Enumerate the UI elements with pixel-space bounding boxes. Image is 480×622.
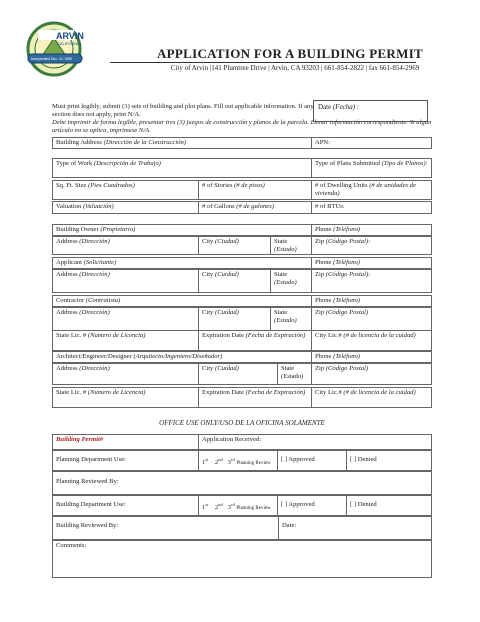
- applicant-city-label: City: [202, 271, 214, 278]
- building-reviewed-by-label: Building Reviewed By:: [56, 522, 119, 529]
- type-of-plans-label: Type of Plans Submitted: [315, 160, 380, 167]
- building-review-1[interactable]: [202, 504, 208, 511]
- date-label-es: (Fecha): [332, 103, 356, 111]
- comments-label: Comments:: [56, 542, 87, 549]
- architect-phone-field[interactable]: [311, 351, 432, 363]
- architect-city-field[interactable]: [198, 363, 278, 385]
- applicant-phone-label-es: (Teléfono): [333, 259, 361, 266]
- owner-city-field[interactable]: [198, 236, 271, 255]
- contractor-address-label-es: (Dirección): [79, 309, 110, 316]
- building-review-1-num: 1: [202, 504, 206, 512]
- building-review-label: Planning Review: [236, 506, 271, 512]
- owner-zip-label: Zip: [315, 238, 325, 245]
- architect-state-lic-field[interactable]: [52, 387, 199, 408]
- architect-address-label-es: (Dirección): [79, 365, 110, 372]
- building-permit-number-field[interactable]: [52, 434, 199, 450]
- architect-phone-label-es: (Teléfono): [333, 353, 361, 360]
- planning-review-1[interactable]: [202, 459, 208, 466]
- architect-state-field[interactable]: [277, 363, 312, 385]
- owner-state-field[interactable]: [270, 236, 312, 255]
- building-review-1-sup: st: [205, 502, 209, 507]
- date-label: Date: [318, 103, 332, 111]
- sq-ft-label-es: (Pies Cuadrados): [88, 182, 135, 189]
- office-use-heading: OFFICE USE ONLY/USO DE LA OFICINA SOLAMENTE: [159, 419, 325, 427]
- planning-review-3[interactable]: [228, 459, 235, 466]
- building-address-label: Building Address: [56, 139, 102, 146]
- planning-review-3-sup: rd: [230, 457, 235, 462]
- contractor-state-lic-label: State Lic. #: [56, 332, 87, 339]
- building-review-date-field[interactable]: [278, 516, 432, 540]
- owner-state-label-es: (Estado): [274, 246, 297, 253]
- contractor-city-field[interactable]: [198, 307, 271, 331]
- owner-field[interactable]: [52, 224, 312, 236]
- planning-review-2-sup: nd: [218, 457, 223, 462]
- building-address-label-es: (Dirección de la Construcción): [103, 139, 186, 146]
- architect-city-lic-label-es: (# de licencia de la cuidad): [343, 389, 416, 396]
- architect-address-field[interactable]: [52, 363, 199, 385]
- architect-state-lic-label-es: (Numero de Licencia): [87, 389, 146, 396]
- type-of-plans-field[interactable]: [311, 158, 432, 178]
- contractor-state-lic-label-es: (Numero de Licencia): [87, 332, 146, 339]
- contractor-city-lic-label: City Lic.#: [315, 332, 342, 339]
- applicant-zip-label-es: (Código Postal):: [325, 271, 371, 278]
- applicant-phone-field[interactable]: [311, 257, 432, 269]
- architect-label-es: (Arquitecto/Ingeniero/Diseñador): [133, 353, 223, 360]
- owner-phone-label-es: (Teléfono): [333, 226, 361, 233]
- application-received-field[interactable]: [198, 434, 432, 450]
- seal-ribbon: Incorporated Dec. 22, 1960: [31, 57, 73, 61]
- seal-title: ARVIN: [56, 31, 84, 41]
- planning-review-2-num: 2: [214, 459, 219, 467]
- gallons-label: # of Gallons: [202, 203, 235, 210]
- date-label-suffix: :: [356, 103, 359, 111]
- contractor-phone-label-es: (Teléfono): [333, 297, 361, 304]
- building-denied-label: [ ] Denied: [350, 501, 377, 508]
- contractor-phone-label: Phone: [315, 297, 332, 304]
- architect-city-label-es: (Cuidad): [215, 365, 239, 372]
- contractor-field[interactable]: [52, 295, 312, 307]
- contractor-zip-label-es: (Código Postal): [325, 309, 369, 316]
- architect-city-lic-label: City Lic.#: [315, 389, 342, 396]
- building-review-2-sup: nd: [218, 502, 223, 507]
- architect-zip-label-es: (Código Postal): [325, 365, 369, 372]
- apn-label: APN:: [315, 139, 331, 146]
- applicant-state-field[interactable]: [270, 269, 312, 293]
- dwelling-units-field[interactable]: [311, 180, 432, 200]
- building-review-round[interactable]: [198, 495, 278, 516]
- applicant-label-es: (Solicitante): [83, 259, 117, 266]
- stories-label: # of Stories: [202, 182, 233, 189]
- btus-label: # of BTUs:: [315, 203, 345, 210]
- valuation-label-es: (Valuación): [82, 203, 114, 210]
- building-review-2-num: 2: [214, 504, 219, 512]
- owner-city-label: City: [202, 238, 214, 245]
- building-review-3-num: 3: [227, 504, 231, 512]
- architect-city-label: City: [202, 365, 214, 372]
- planning-approved-label: [ ] Approved: [281, 456, 315, 463]
- owner-address-label: Address: [56, 238, 78, 245]
- applicant-phone-label: Phone: [315, 259, 332, 266]
- owner-city-label-es: (Ciudad): [215, 238, 239, 245]
- dwelling-units-label: # of Dwelling Units: [315, 182, 368, 189]
- btus-field[interactable]: [311, 201, 432, 214]
- building-review-3[interactable]: [228, 504, 235, 511]
- planning-review-label: Planning Review: [236, 461, 271, 467]
- planning-denied-checkbox[interactable]: [346, 450, 432, 471]
- building-review-3-sup: rd: [230, 502, 235, 507]
- header-divider: [110, 62, 416, 63]
- owner-zip-field[interactable]: [311, 236, 432, 255]
- contractor-expiration-label: Expiration Date: [202, 332, 244, 339]
- contractor-expiration-field[interactable]: [198, 330, 312, 351]
- architect-state-label: State: [281, 365, 295, 372]
- owner-phone-label: Phone: [315, 226, 332, 233]
- contractor-city-lic-label-es: (# de licencia de la cuidad): [343, 332, 416, 339]
- form-title: APPLICATION FOR A BUILDING PERMIT: [156, 46, 424, 61]
- contractor-zip-label: Zip: [315, 309, 325, 316]
- type-of-work-label-es: (Descripción de Trabajo): [93, 160, 161, 167]
- contractor-state-lic-field[interactable]: [52, 330, 199, 351]
- planning-review-2[interactable]: [215, 459, 223, 466]
- owner-state-label: State: [274, 238, 288, 245]
- apn-field[interactable]: [311, 137, 432, 149]
- applicant-state-label: State: [274, 271, 288, 278]
- planning-review-3-num: 3: [227, 459, 231, 467]
- owner-zip-label-es: (Código Postal):: [325, 238, 371, 245]
- gallons-label-es: (# de galones): [236, 203, 274, 210]
- contractor-label-es: (Contratista): [85, 297, 121, 304]
- owner-address-label-es: (Dirección): [79, 238, 110, 245]
- instructions-spanish: Debe imprimir de forma legible, presentar tres (3) juegos de construcción y planos de la parcela. Llenar información correspondiente. Si algún artículo no se aplica, imprimese N/A.: [52, 119, 432, 135]
- architect-expiration-field[interactable]: [198, 387, 312, 408]
- architect-state-lic-label: State Lic. #: [56, 389, 87, 396]
- building-approved-checkbox[interactable]: [277, 495, 347, 516]
- architect-zip-label: Zip: [315, 365, 325, 372]
- architect-expiration-label-es: (Fecha de Expiración): [245, 389, 306, 396]
- contractor-city-lic-field[interactable]: [311, 330, 432, 351]
- building-address-field[interactable]: [52, 137, 312, 149]
- application-received-label: Application Received:: [202, 436, 262, 443]
- building-dept-use-label-cell: [52, 495, 199, 516]
- planning-denied-label: [ ] Denied: [350, 456, 377, 463]
- contractor-expiration-label-es: (Fecha de Expiración): [245, 332, 306, 339]
- sq-ft-field[interactable]: [52, 180, 199, 200]
- contractor-address-label: Address: [56, 309, 78, 316]
- applicant-zip-label: Zip: [315, 271, 325, 278]
- stories-field[interactable]: [198, 180, 312, 200]
- building-dept-use-label: Building Department Use:: [56, 501, 126, 508]
- owner-address-field[interactable]: [52, 236, 199, 255]
- owner-label: Building Owner: [56, 226, 99, 233]
- contractor-city-label-es: (Cuidad): [215, 309, 239, 316]
- contractor-label: Contractor: [56, 297, 85, 304]
- sq-ft-label: Sq. Ft. Size: [56, 182, 87, 189]
- architect-state-label-es: (Estado): [281, 373, 304, 380]
- city-seal-logo: [24, 16, 102, 78]
- applicant-address-field[interactable]: [52, 269, 199, 293]
- architect-phone-label: Phone: [315, 353, 332, 360]
- building-review-date-label: Date:: [282, 522, 297, 529]
- date-field[interactable]: [313, 100, 428, 122]
- applicant-label: Applicant: [56, 259, 83, 266]
- contractor-state-field[interactable]: [270, 307, 312, 331]
- contractor-state-label: State: [274, 309, 288, 316]
- contractor-phone-field[interactable]: [311, 295, 432, 307]
- applicant-city-field[interactable]: [198, 269, 271, 293]
- contractor-address-field[interactable]: [52, 307, 199, 331]
- planning-reviewed-by-field[interactable]: [52, 471, 432, 495]
- architect-expiration-label: Expiration Date: [202, 389, 244, 396]
- planning-reviewed-by-label: Planning Reviewed By:: [56, 478, 119, 485]
- type-of-work-field[interactable]: [52, 158, 312, 178]
- building-approved-label: [ ] Approved: [281, 501, 315, 508]
- building-reviewed-by-field[interactable]: [52, 516, 279, 540]
- planning-dept-use-label-cell: [52, 450, 199, 471]
- type-of-plans-label-es: (Tipo de Planos):: [381, 160, 428, 167]
- planning-review-1-num: 1: [202, 459, 206, 467]
- building-review-2[interactable]: [215, 504, 223, 511]
- planning-review-round[interactable]: [198, 450, 278, 471]
- type-of-work-label: Type of Work: [56, 160, 93, 167]
- valuation-label: Valuation: [56, 203, 82, 210]
- owner-label-es: (Propietario): [100, 226, 136, 233]
- contractor-city-label: City: [202, 309, 214, 316]
- applicant-address-label-es: (Dirección): [79, 271, 110, 278]
- valuation-field[interactable]: [52, 201, 199, 214]
- seal-subtitle: CALIFORNIA: [57, 41, 82, 46]
- stories-label-es: (# de pisos): [234, 182, 265, 189]
- architect-zip-field[interactable]: [311, 363, 432, 385]
- building-denied-checkbox[interactable]: [346, 495, 432, 516]
- instructions-english: Must print legibly, submit (3) sets of building and plot plans. Fill out applicable information. If any section does not apply, print N/A.: [52, 103, 314, 119]
- dwelling-units-label-es: (# de unidades de vivienda): [315, 182, 416, 197]
- planning-review-1-sup: st: [205, 457, 209, 462]
- contractor-state-label-es: (Estado): [274, 317, 297, 324]
- comments-field[interactable]: [52, 540, 432, 578]
- gallons-field[interactable]: [198, 201, 312, 214]
- planning-approved-checkbox[interactable]: [277, 450, 347, 471]
- applicant-address-label: Address: [56, 271, 78, 278]
- building-permit-label: Building Permit#: [56, 436, 104, 443]
- applicant-field[interactable]: [52, 257, 312, 269]
- architect-address-label: Address: [56, 365, 78, 372]
- architect-city-lic-field[interactable]: [311, 387, 432, 408]
- contractor-zip-field[interactable]: [311, 307, 432, 331]
- architect-field[interactable]: [52, 351, 312, 363]
- applicant-state-label-es: (Estado): [274, 279, 297, 286]
- applicant-zip-field[interactable]: [311, 269, 432, 293]
- planning-dept-use-label: Planning Department Use:: [56, 456, 126, 463]
- architect-label: Architect/Engineer/Designer: [56, 353, 132, 360]
- city-address-line: City of Arvin |141 Plumtree Drive | Arvin, CA 93203 | 661-854-2822 | fax 661-854-2969: [170, 64, 420, 72]
- applicant-city-label-es: (Cuidad): [215, 271, 239, 278]
- owner-phone-field[interactable]: [311, 224, 432, 236]
